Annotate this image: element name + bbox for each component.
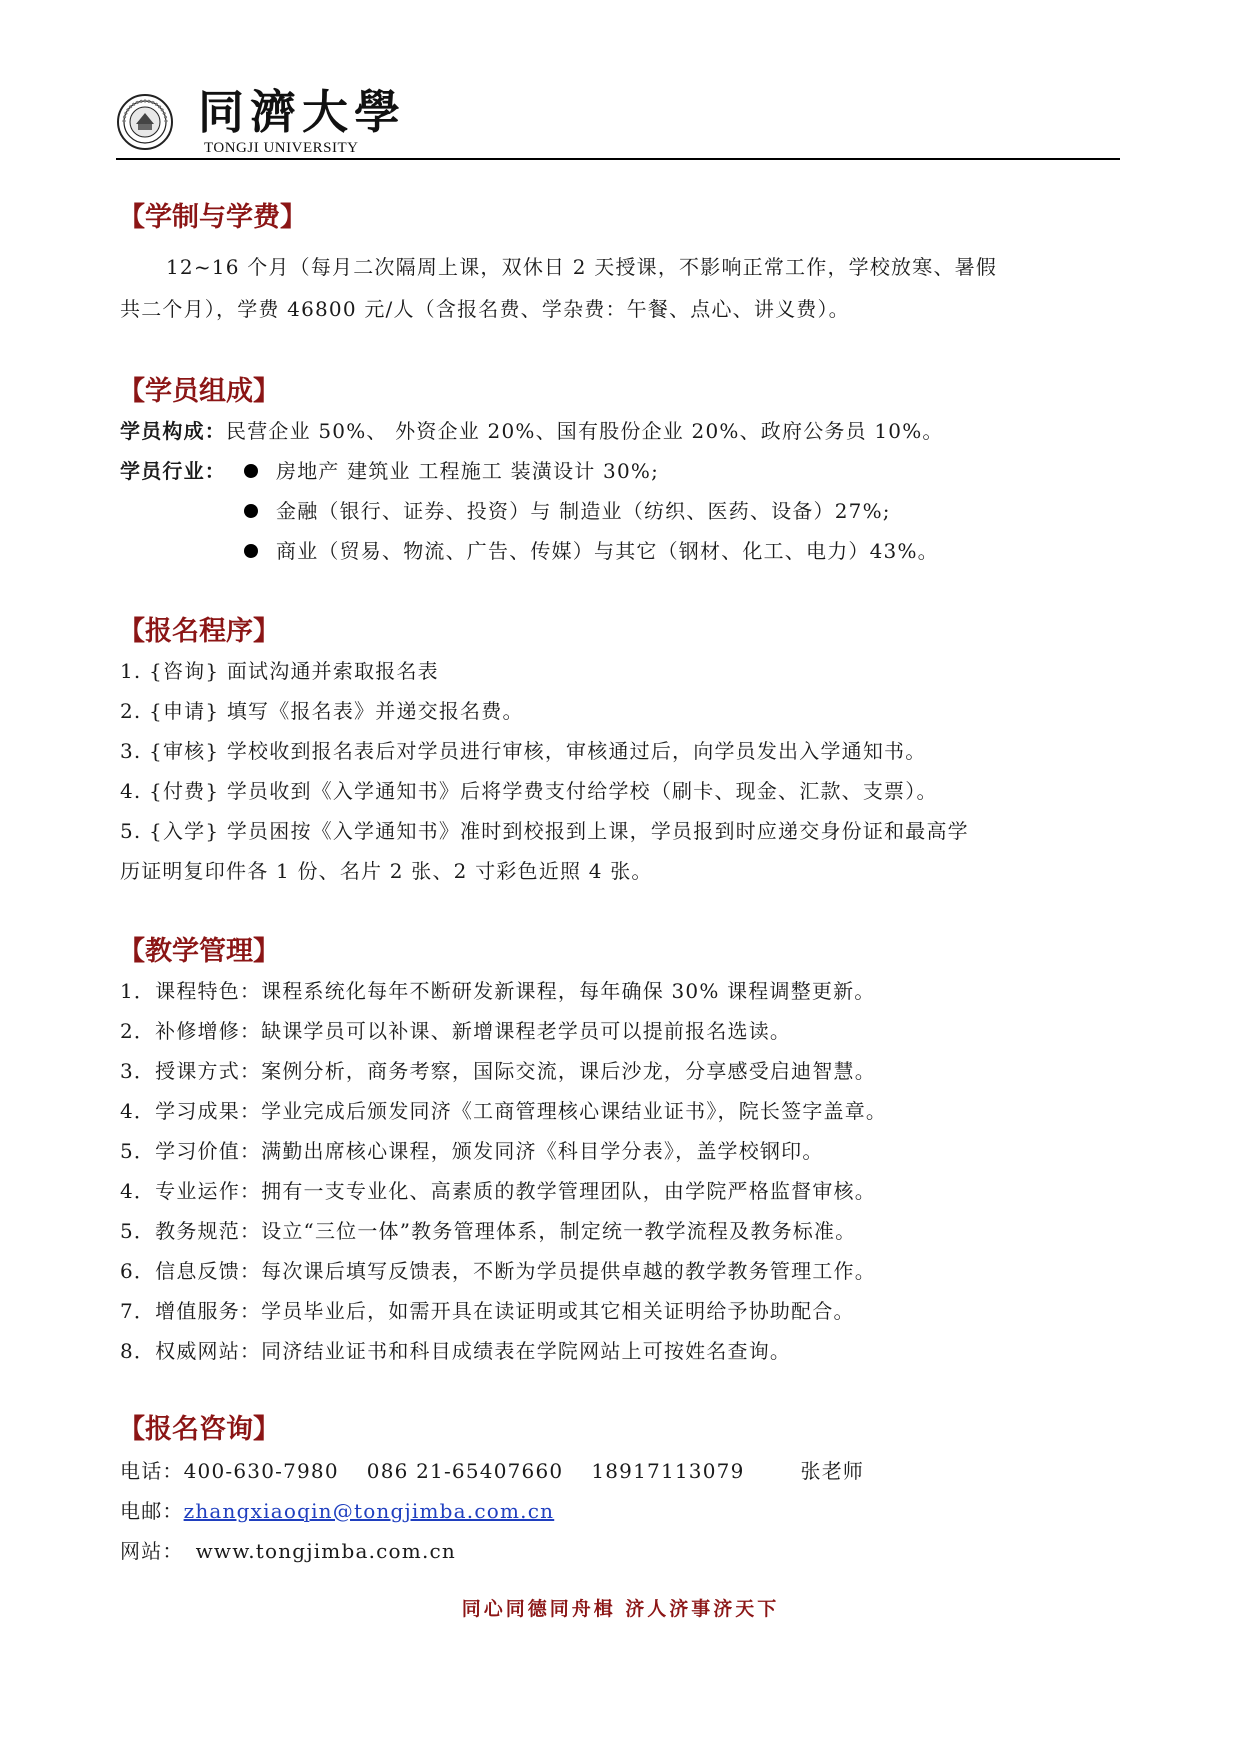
enroll-step: 4. {付费} 学员收到《入学通知书》后将学费支付给学校（刷卡、现金、汇款、支票）。 bbox=[120, 779, 938, 803]
teaching-item: 6．信息反馈：每次课后填写反馈表，不断为学员提供卓越的教学教务管理工作。 bbox=[120, 1259, 876, 1283]
header-divider bbox=[116, 158, 1120, 160]
industry-text: 房地产 建筑业 工程施工 装潢设计 30%; bbox=[276, 459, 660, 483]
tuition-line-1: 12~16 个月（每月二次隔周上课，双休日 2 天授课，不影响正常工作，学校放寒、暑假 bbox=[166, 255, 998, 279]
industry-label: 学员行业： bbox=[120, 459, 226, 483]
contact-website-row bbox=[120, 1536, 456, 1566]
composition-label: 学员构成： bbox=[120, 419, 226, 443]
enroll-step: 5. {入学} 学员困按《入学通知书》准时到校报到上课，学员报到时应递交身份证和最高学 bbox=[120, 819, 969, 843]
industry-item bbox=[244, 536, 939, 566]
bullet-icon bbox=[244, 544, 258, 558]
industry-item bbox=[244, 496, 891, 526]
industry-item bbox=[244, 456, 659, 486]
email-link[interactable]: zhangxiaoqin@tongjimba.com.cn bbox=[183, 1499, 555, 1523]
phone-label: 电话： bbox=[120, 1459, 184, 1483]
enroll-step-continued: 历证明复印件各 1 份、名片 2 张、2 寸彩色近照 4 张。 bbox=[120, 859, 653, 883]
section-title-contact: 【报名咨询】 bbox=[118, 1414, 280, 1445]
website-url: www.tongjimba.com.cn bbox=[195, 1539, 457, 1563]
teaching-item: 7．增值服务：学员毕业后，如需开具在读证明或其它相关证明给予协助配合。 bbox=[120, 1299, 855, 1323]
section-title-students: 【学员组成】 bbox=[118, 376, 280, 407]
bullet-icon bbox=[244, 504, 258, 518]
section-title-tuition: 【学制与学费】 bbox=[118, 202, 307, 233]
phone-number: 18917113079 bbox=[591, 1459, 745, 1483]
enroll-step: 1. {咨询} 面试沟通并索取报名表 bbox=[120, 659, 439, 683]
website-label: 网站： bbox=[120, 1539, 184, 1563]
phone-number: 086 21-65407660 bbox=[366, 1459, 564, 1483]
tuition-line-2: 共二个月），学费 46800 元/人（含报名费、学杂费：午餐、点心、讲义费）。 bbox=[120, 297, 850, 321]
section-title-teaching: 【教学管理】 bbox=[118, 936, 280, 967]
university-seal-icon bbox=[116, 93, 174, 151]
teaching-item: 3．授课方式：案例分析，商务考察，国际交流，课后沙龙，分享感受启迪智慧。 bbox=[120, 1059, 876, 1083]
contact-person: 张老师 bbox=[800, 1459, 865, 1483]
teaching-item: 4．专业运作：拥有一支专业化、高素质的教学管理团队，由学院严格监督审核。 bbox=[120, 1179, 876, 1203]
industry-text: 金融（银行、证券、投资）与 制造业（纺织、医药、设备）27%; bbox=[276, 499, 891, 523]
phone-number: 400-630-7980 bbox=[183, 1459, 339, 1483]
industry-text: 商业（贸易、物流、广告、传媒）与其它（钢材、化工、电力）43%。 bbox=[276, 539, 939, 563]
contact-phone-row bbox=[120, 1456, 864, 1486]
enroll-step: 2. {申请} 填写《报名表》并递交报名费。 bbox=[120, 699, 524, 723]
teaching-item: 4．学习成果：学业完成后颁发同济《工商管理核心课结业证书》，院长签字盖章。 bbox=[120, 1099, 888, 1123]
contact-email-row bbox=[120, 1496, 554, 1526]
teaching-item: 1．课程特色：课程系统化每年不断研发新课程，每年确保 30% 课程调整更新。 bbox=[120, 979, 876, 1003]
university-logo-english: TONGJI UNIVERSITY bbox=[204, 140, 359, 156]
enroll-step: 3. {审核} 学校收到报名表后对学员进行审核，审核通过后，向学员发出入学通知书。 bbox=[120, 739, 927, 763]
student-composition bbox=[120, 416, 944, 446]
composition-text: 民营企业 50%、 外资企业 20%、国有股份企业 20%、政府公务员 10%。 bbox=[226, 419, 944, 443]
teaching-item: 2．补修增修：缺课学员可以补课、新增课程老学员可以提前报名选读。 bbox=[120, 1019, 792, 1043]
teaching-item: 5．学习价值：满勤出席核心课程，颁发同济《科目学分表》，盖学校钢印。 bbox=[120, 1139, 824, 1163]
email-label: 电邮： bbox=[120, 1499, 184, 1523]
footer-motto: 同心同德同舟楫 济人济事济天下 bbox=[461, 1598, 780, 1620]
teaching-item: 8．权威网站：同济结业证书和科目成绩表在学院网站上可按姓名查询。 bbox=[120, 1339, 792, 1363]
university-logo-chinese: 同濟大學 bbox=[198, 85, 406, 139]
bullet-icon bbox=[244, 464, 258, 478]
teaching-item: 5．教务规范：设立“三位一体”教务管理体系，制定统一教学流程及教务标准。 bbox=[120, 1219, 857, 1243]
section-title-enroll: 【报名程序】 bbox=[118, 616, 280, 647]
